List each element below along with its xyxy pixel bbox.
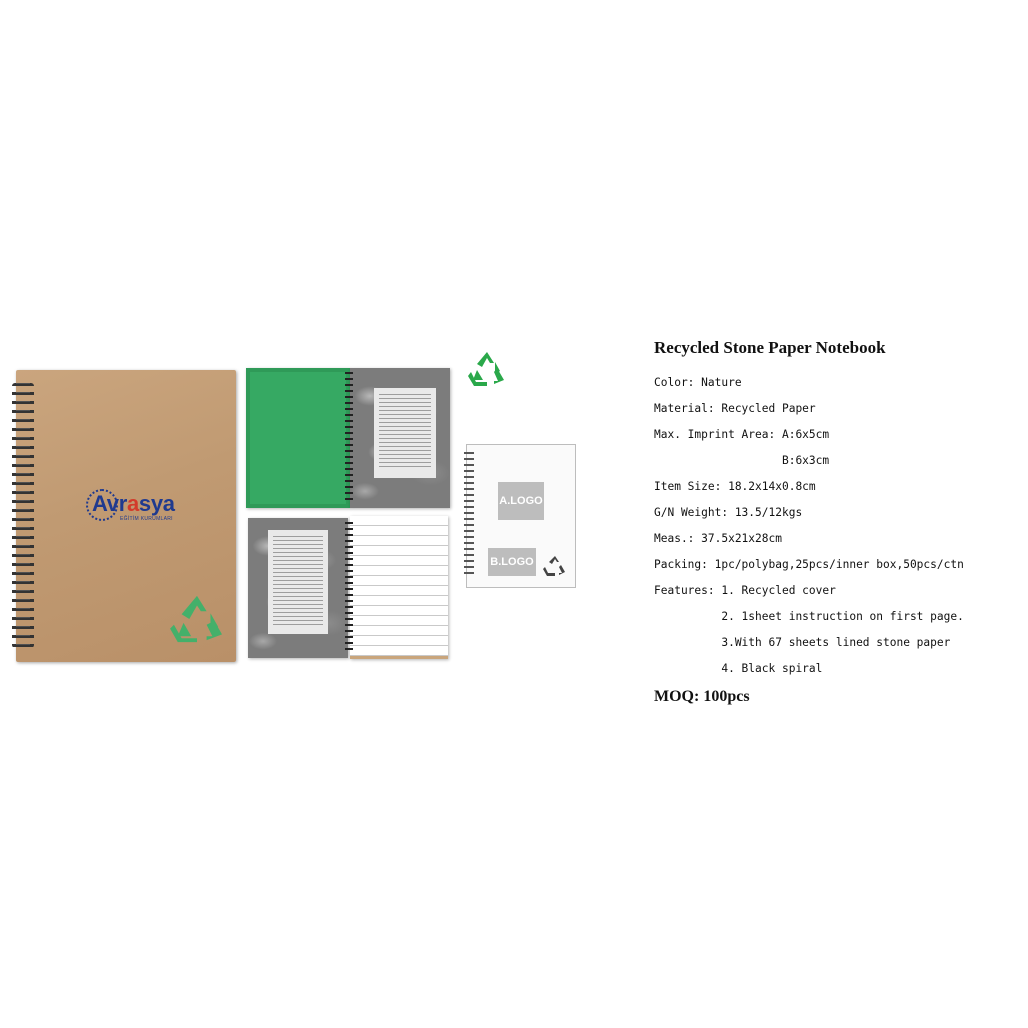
spiral-binding	[345, 522, 353, 654]
recycle-icon	[467, 350, 507, 390]
recycle-icon	[168, 594, 226, 644]
product-title: Recycled Stone Paper Notebook	[654, 338, 886, 357]
brand-accent-letter: a	[126, 491, 139, 516]
spec-feature-1: Features: 1. Recycled cover	[654, 584, 836, 597]
spec-imprint-area-a: Max. Imprint Area: A:6x5cm	[654, 428, 830, 441]
recycle-icon	[543, 555, 567, 577]
brand-subtitle: EĞİTİM KURUMLARI	[120, 516, 173, 522]
imprint-area-a: A.LOGO	[498, 482, 544, 520]
cover-brand-logo	[88, 491, 188, 531]
spec-material: Material: Recycled Paper	[654, 402, 816, 415]
spec-weight: G/N Weight: 13.5/12kgs	[654, 506, 803, 519]
spec-packing: Packing: 1pc/polybag,25pcs/inner box,50pcs/ctn	[654, 558, 964, 571]
instruction-sheet	[374, 388, 436, 478]
spiral-binding	[12, 383, 34, 648]
spec-item-size: Item Size: 18.2x14x0.8cm	[654, 480, 816, 493]
spec-imprint-area-b: B:6x3cm	[654, 454, 830, 467]
brand-name: Avrasya	[92, 491, 175, 516]
spiral-binding	[464, 452, 474, 578]
green-inner-cover	[246, 368, 350, 508]
instruction-sheet	[268, 530, 328, 634]
spec-feature-3: 3.With 67 sheets lined stone paper	[654, 636, 951, 649]
imprint-area-b: B.LOGO	[488, 548, 536, 576]
moq-label: MOQ: 100pcs	[654, 688, 750, 705]
spec-color: Color: Nature	[654, 376, 742, 389]
spec-feature-4: 4. Black spiral	[654, 662, 823, 675]
product-spec-panel	[654, 338, 1024, 706]
spec-feature-2: 2. 1sheet instruction on first page.	[654, 610, 964, 623]
spiral-binding	[345, 372, 353, 504]
lined-stone-paper-page	[350, 516, 448, 659]
spec-measurement: Meas.: 37.5x21x28cm	[654, 532, 782, 545]
